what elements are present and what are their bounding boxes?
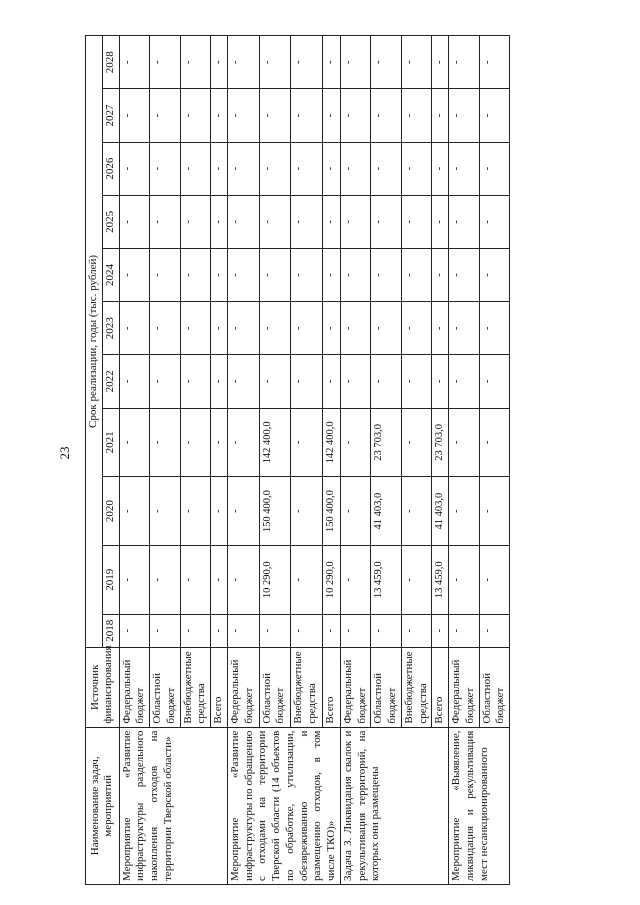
value-cell: - — [119, 355, 150, 408]
header-year: 2018 — [102, 614, 119, 647]
value-cell: 150 400,0 — [259, 477, 291, 546]
value-cell: - — [323, 614, 341, 647]
value-cell: - — [180, 408, 211, 477]
value-cell: 23 703,0 — [432, 408, 449, 477]
value-cell: - — [211, 142, 228, 195]
value-cell: - — [119, 36, 150, 89]
value-cell: - — [323, 195, 341, 248]
value-cell: - — [323, 302, 341, 355]
page-number: 23 — [57, 446, 72, 460]
value-cell: - — [180, 302, 211, 355]
value-cell: - — [340, 195, 371, 248]
value-cell: - — [449, 477, 480, 546]
value-cell: - — [150, 408, 181, 477]
value-cell: - — [259, 248, 291, 301]
value-cell: - — [291, 248, 323, 301]
value-cell: - — [479, 89, 510, 142]
value-cell: - — [119, 142, 150, 195]
value-cell: - — [449, 248, 480, 301]
value-cell: - — [119, 545, 150, 614]
value-cell: - — [340, 302, 371, 355]
value-cell: 10 290,0 — [259, 545, 291, 614]
item-name-cell: Задача 3. Ликвидация свалок и рекультивация территорий, на которых они размещены — [340, 727, 448, 884]
funding-source-cell: Всего — [323, 647, 341, 727]
value-cell: - — [323, 248, 341, 301]
value-cell: - — [119, 477, 150, 546]
value-cell: - — [227, 477, 259, 546]
value-cell: - — [211, 355, 228, 408]
value-cell: - — [401, 89, 432, 142]
value-cell: - — [449, 355, 480, 408]
value-cell: - — [401, 408, 432, 477]
value-cell: - — [119, 614, 150, 647]
value-cell: - — [479, 248, 510, 301]
value-cell: - — [371, 89, 402, 142]
value-cell: - — [479, 302, 510, 355]
value-cell: - — [449, 142, 480, 195]
value-cell: - — [479, 36, 510, 89]
value-cell: - — [150, 355, 181, 408]
value-cell: - — [340, 355, 371, 408]
value-cell: - — [291, 614, 323, 647]
funding-source-cell: Внебюджетные средства — [180, 647, 211, 727]
value-cell: - — [449, 614, 480, 647]
value-cell: - — [227, 142, 259, 195]
header-year: 2025 — [102, 195, 119, 248]
value-cell: - — [259, 89, 291, 142]
table-body — [119, 36, 510, 885]
value-cell: - — [119, 408, 150, 477]
value-cell: - — [259, 614, 291, 647]
funding-source-cell: Федеральный бюджет — [449, 647, 480, 727]
value-cell: - — [323, 36, 341, 89]
value-cell: - — [119, 89, 150, 142]
value-cell: 10 290,0 — [323, 545, 341, 614]
value-cell: - — [227, 195, 259, 248]
value-cell: - — [479, 195, 510, 248]
value-cell: - — [340, 614, 371, 647]
funding-source-cell: Федеральный бюджет — [340, 647, 371, 727]
value-cell: - — [180, 477, 211, 546]
value-cell: - — [180, 614, 211, 647]
header-year: 2026 — [102, 142, 119, 195]
funding-source-cell: Внебюджетные средства — [291, 647, 323, 727]
value-cell: - — [401, 36, 432, 89]
header-source: Источник финансирования — [86, 647, 120, 727]
value-cell: - — [371, 302, 402, 355]
value-cell: - — [227, 89, 259, 142]
value-cell: - — [291, 89, 323, 142]
value-cell: 41 403,0 — [371, 477, 402, 546]
value-cell: - — [291, 545, 323, 614]
value-cell: - — [432, 89, 449, 142]
value-cell: - — [479, 477, 510, 546]
value-cell: - — [291, 408, 323, 477]
value-cell: - — [479, 355, 510, 408]
value-cell: - — [371, 36, 402, 89]
value-cell: - — [432, 355, 449, 408]
value-cell: - — [432, 248, 449, 301]
value-cell: - — [227, 248, 259, 301]
value-cell: - — [340, 36, 371, 89]
value-cell: - — [371, 355, 402, 408]
value-cell: - — [150, 614, 181, 647]
funding-source-cell: Федеральный бюджет — [227, 647, 259, 727]
funding-source-cell: Областной бюджет — [150, 647, 181, 727]
value-cell: 23 703,0 — [371, 408, 402, 477]
value-cell: - — [211, 36, 228, 89]
value-cell: - — [432, 36, 449, 89]
value-cell: - — [340, 142, 371, 195]
value-cell: - — [449, 302, 480, 355]
value-cell: - — [401, 195, 432, 248]
value-cell: - — [227, 36, 259, 89]
value-cell: - — [371, 142, 402, 195]
item-name-cell: Мероприятие «Выявление, ликвидация и рекультивация мест несанкционированного — [449, 727, 510, 884]
value-cell: - — [449, 36, 480, 89]
value-cell: - — [401, 248, 432, 301]
value-cell: 142 400,0 — [259, 408, 291, 477]
value-cell: - — [119, 195, 150, 248]
value-cell: - — [340, 248, 371, 301]
funding-source-cell: Областной бюджет — [479, 647, 510, 727]
funding-source-cell: Федеральный бюджет — [119, 647, 150, 727]
value-cell: - — [119, 302, 150, 355]
value-cell: - — [211, 302, 228, 355]
value-cell: - — [340, 89, 371, 142]
funding-source-cell: Внебюджетные средства — [401, 647, 432, 727]
value-cell: - — [227, 545, 259, 614]
value-cell: - — [371, 195, 402, 248]
value-cell: - — [180, 248, 211, 301]
value-cell: - — [401, 614, 432, 647]
funding-source-cell: Всего — [432, 647, 449, 727]
value-cell: - — [211, 195, 228, 248]
header-year: 2020 — [102, 477, 119, 546]
value-cell: - — [401, 355, 432, 408]
value-cell: - — [340, 545, 371, 614]
value-cell: - — [150, 545, 181, 614]
value-cell: - — [401, 302, 432, 355]
header-year: 2023 — [102, 302, 119, 355]
value-cell: - — [432, 195, 449, 248]
value-cell: - — [211, 248, 228, 301]
value-cell: - — [432, 302, 449, 355]
value-cell: - — [150, 142, 181, 195]
value-cell: - — [259, 302, 291, 355]
table-row — [227, 36, 259, 885]
header-year: 2021 — [102, 408, 119, 477]
table-row — [449, 36, 480, 885]
value-cell: 150 400,0 — [323, 477, 341, 546]
value-cell: - — [449, 89, 480, 142]
value-cell: 13 459,0 — [432, 545, 449, 614]
value-cell: - — [180, 545, 211, 614]
value-cell: 142 400,0 — [323, 408, 341, 477]
value-cell: - — [211, 408, 228, 477]
value-cell: - — [449, 545, 480, 614]
value-cell: - — [227, 355, 259, 408]
header-year: 2024 — [102, 248, 119, 301]
value-cell: - — [150, 195, 181, 248]
header-period: Срок реализации, годы (тыс. рублей) — [86, 36, 103, 648]
funding-source-cell: Всего — [211, 647, 228, 727]
value-cell: - — [259, 355, 291, 408]
value-cell: - — [291, 355, 323, 408]
value-cell: - — [371, 248, 402, 301]
value-cell: - — [150, 36, 181, 89]
value-cell: - — [340, 408, 371, 477]
value-cell: - — [479, 614, 510, 647]
value-cell: - — [211, 614, 228, 647]
value-cell: - — [432, 614, 449, 647]
funding-table — [85, 35, 510, 885]
value-cell: - — [323, 355, 341, 408]
value-cell: - — [150, 477, 181, 546]
table-row — [119, 36, 150, 885]
funding-source-cell: Областной бюджет — [371, 647, 402, 727]
value-cell: - — [211, 89, 228, 142]
value-cell: - — [180, 195, 211, 248]
value-cell: - — [291, 302, 323, 355]
header-name: Наименование задач, мероприятий — [86, 727, 120, 884]
value-cell: - — [259, 195, 291, 248]
value-cell: - — [227, 302, 259, 355]
value-cell: - — [150, 302, 181, 355]
rotated-table-stage — [85, 35, 625, 885]
value-cell: - — [479, 408, 510, 477]
item-name-cell: Мероприятие «Развитие инфраструктуры по обращению с отходами на территории Тверской области (14 объектов по обработке, утилизации, обезвреживанию и размещению отходов, в том числе ТКО)» — [227, 727, 340, 884]
value-cell: - — [180, 355, 211, 408]
value-cell: - — [449, 408, 480, 477]
value-cell: - — [479, 545, 510, 614]
value-cell: - — [449, 195, 480, 248]
value-cell: - — [401, 545, 432, 614]
value-cell: - — [340, 477, 371, 546]
value-cell: 13 459,0 — [371, 545, 402, 614]
value-cell: - — [150, 248, 181, 301]
value-cell: - — [401, 477, 432, 546]
value-cell: - — [291, 142, 323, 195]
value-cell: - — [227, 408, 259, 477]
value-cell: - — [180, 89, 211, 142]
value-cell: - — [227, 614, 259, 647]
value-cell: - — [180, 142, 211, 195]
value-cell: - — [119, 248, 150, 301]
header-year: 2019 — [102, 545, 119, 614]
value-cell: 41 403,0 — [432, 477, 449, 546]
value-cell: - — [323, 89, 341, 142]
header-year: 2028 — [102, 36, 119, 89]
value-cell: - — [211, 477, 228, 546]
value-cell: - — [432, 142, 449, 195]
value-cell: - — [291, 477, 323, 546]
value-cell: - — [291, 195, 323, 248]
item-name-cell: Мероприятие «Развитие инфраструктуры раздельного накопления отходов на территории Тверской области» — [119, 727, 227, 884]
funding-source-cell: Областной бюджет — [259, 647, 291, 727]
value-cell: - — [401, 142, 432, 195]
table-row — [340, 36, 371, 885]
value-cell: - — [180, 36, 211, 89]
value-cell: - — [479, 142, 510, 195]
header-year: 2027 — [102, 89, 119, 142]
value-cell: - — [371, 614, 402, 647]
value-cell: - — [323, 142, 341, 195]
value-cell: - — [150, 89, 181, 142]
header-year: 2022 — [102, 355, 119, 408]
value-cell: - — [259, 36, 291, 89]
value-cell: - — [291, 36, 323, 89]
table-header — [86, 36, 120, 885]
value-cell: - — [259, 142, 291, 195]
value-cell: - — [211, 545, 228, 614]
